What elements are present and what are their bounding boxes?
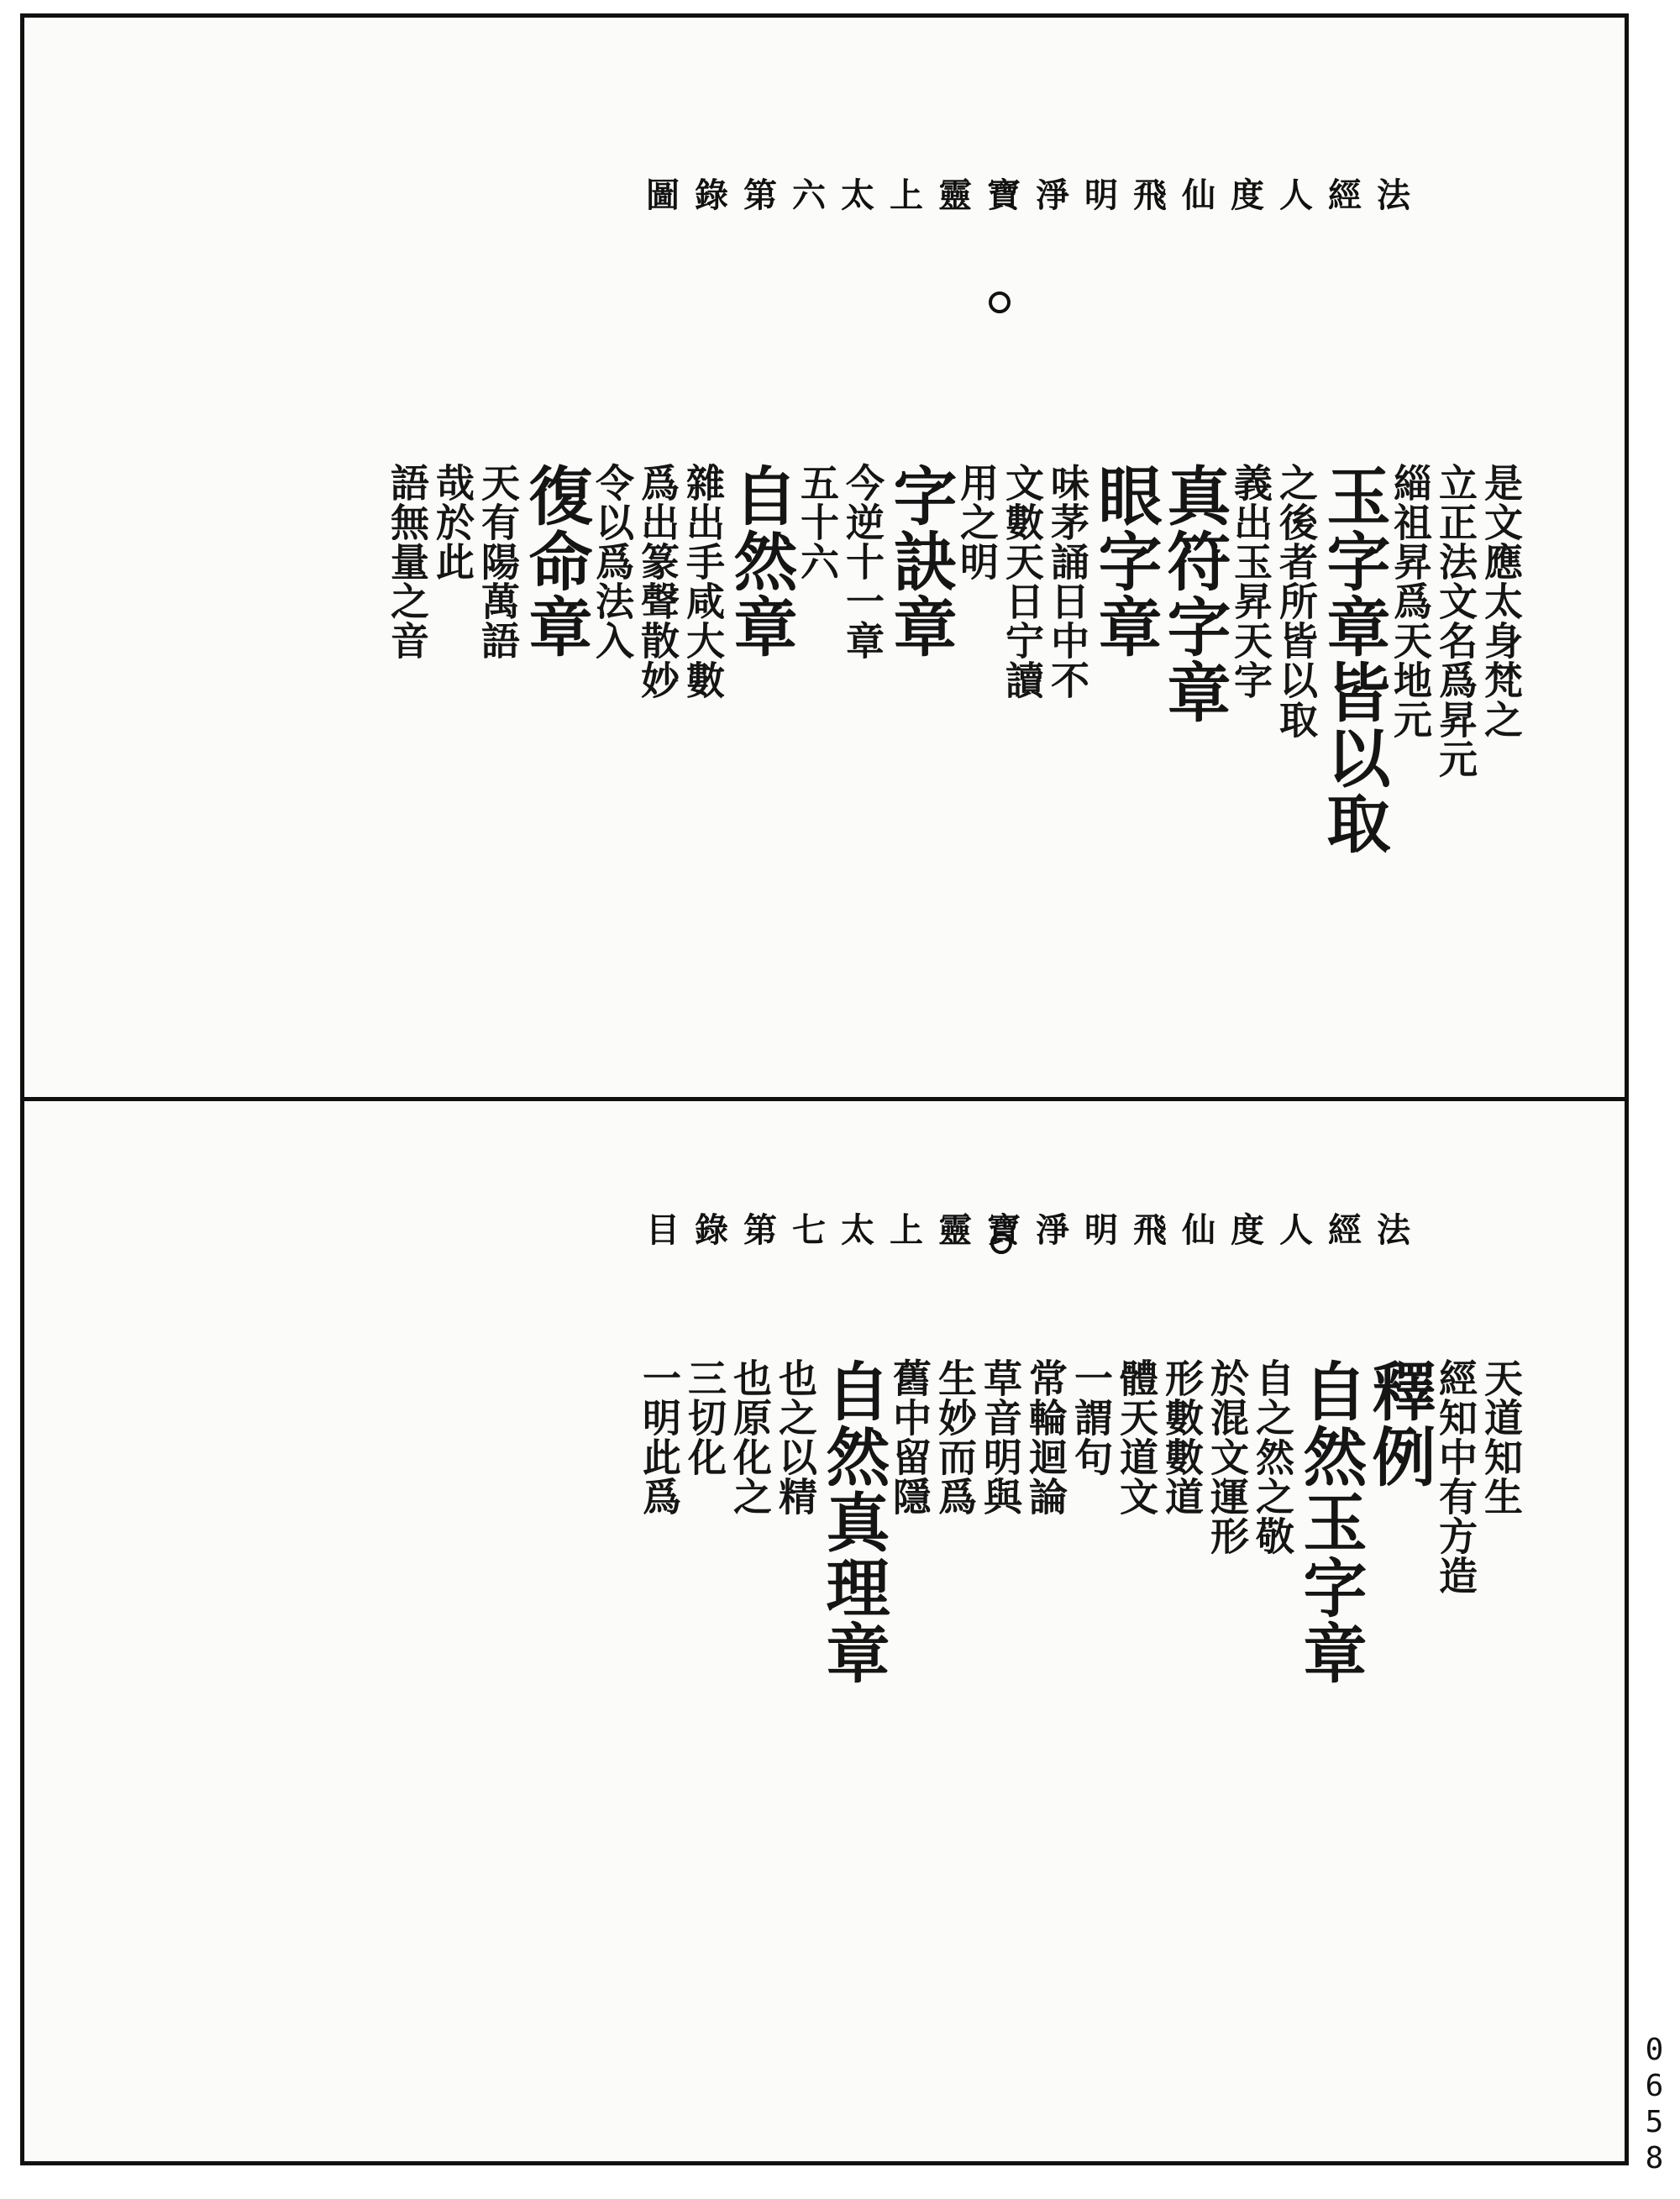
text-column: 舊中留隱 [887,1358,932,1516]
section-heading: 釋例 [1362,1358,1436,1489]
text-column: 是文應太身梵之 [1478,463,1524,739]
panel-divider [20,1097,1629,1101]
text-column: 天道知生 [1478,1358,1524,1516]
text-column: 一謂句 [1068,1358,1114,1477]
text-column: 令以爲法入 [590,463,635,660]
text-column: 之後者所皆以取 [1273,463,1319,739]
chapter-heading: 自然玉字章 [1293,1358,1368,1686]
text-column: 經知中有方造 [1433,1358,1478,1595]
text-column: 體天道文 [1114,1358,1159,1516]
text-column: 文數天日宁讀 [1000,463,1045,700]
top-section-label: 圖錄第六 [646,175,841,215]
text-column: 義出玉昇天字 [1228,463,1273,700]
text-column: 味茅誦日中不 [1045,463,1090,700]
page-frame [20,13,1629,2165]
text-column: 今逆十一章 [840,463,885,660]
text-column: 自之然之敬 [1250,1358,1295,1556]
top-panel [24,18,1625,1106]
text-column: 形數數道 [1159,1358,1205,1516]
circle-mark [989,291,1011,313]
bottom-title: 太上靈寶淨明飛仙度人經法 [841,1210,1425,1250]
text-column: 爲出篆聲散妙 [635,463,680,700]
text-column: 常輪迴論 [1023,1358,1068,1516]
text-column: 用之明 [954,463,1000,581]
bottom-body-text [54,1358,1524,2139]
text-column: 三切化 [682,1358,727,1477]
text-column: 緇祖昇爲天地元 [1388,463,1433,739]
text-column: 一明此爲 [637,1358,682,1516]
chapter-heading: 復命章 [518,463,593,659]
chapter-heading: 字訣章 [883,463,958,659]
top-header [646,169,1425,216]
text-column: 哉於此 [430,463,475,581]
text-column: 也原化之 [727,1358,773,1516]
top-body-text [54,463,1524,1084]
bottom-section-label: 目錄第七 [646,1210,841,1250]
text-column: 五十六 [795,463,840,581]
top-title: 太上靈寶淨明飛仙度人經法 [841,175,1425,215]
text-column: 草音明與 [978,1358,1023,1516]
chapter-heading: 眼字章 [1088,463,1163,659]
chapter-heading: 玉字章皆以取 [1316,463,1391,856]
text-column: 立正法文名爲昇元 [1433,463,1478,779]
chapter-heading: 自然章 [723,463,798,659]
chapter-heading: 真符字章 [1157,463,1231,725]
text-column: 於混文運形 [1205,1358,1250,1556]
text-column: 雜出手咸大數 [680,463,726,700]
text-column: 天有陽萬語 [475,463,521,660]
chapter-heading: 自然真理章 [816,1358,890,1686]
text-column: 生妙而爲 [932,1358,978,1516]
text-column: 語無量之音 [385,463,430,660]
bottom-header [646,1204,1425,1251]
bottom-panel [24,1106,1625,2161]
page-number: 0658 [1637,2033,1672,2177]
text-column: 也之以精 [773,1358,818,1516]
